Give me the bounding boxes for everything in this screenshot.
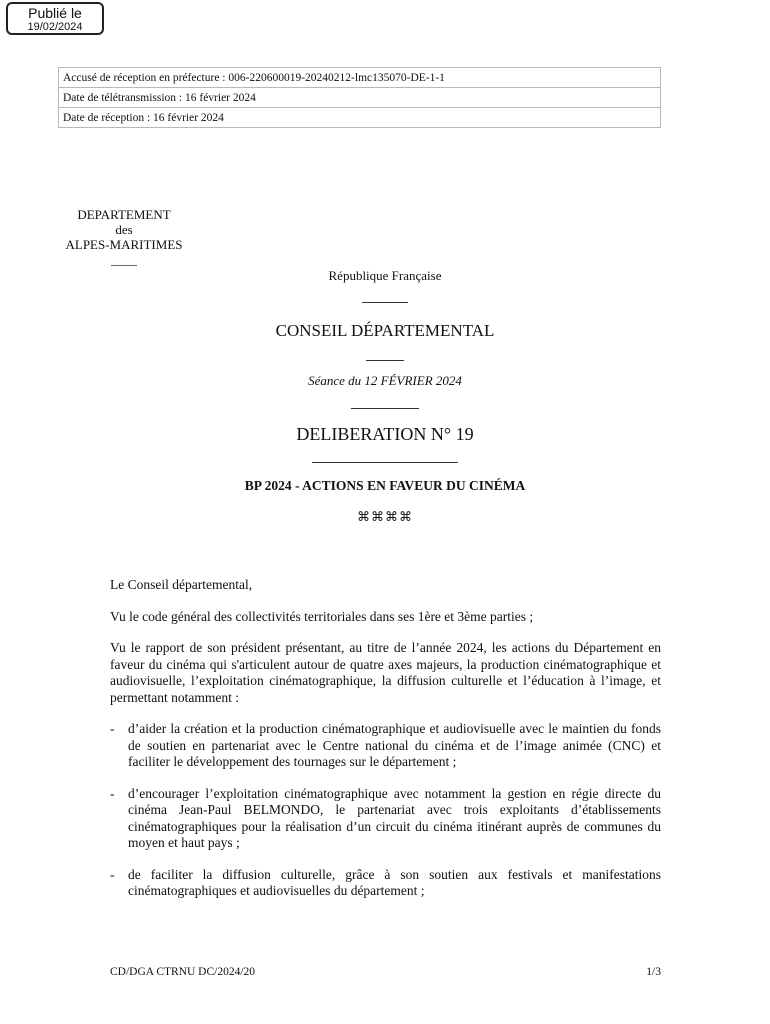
council-title: CONSEIL DÉPARTEMENTAL (275, 321, 495, 340)
bullet-dash: - (110, 866, 115, 882)
department-line3: ALPES-MARITIMES (65, 237, 183, 252)
publication-stamp (6, 2, 104, 35)
footer-reference: CD/DGA CTRNU DC/2024/20 (110, 966, 256, 978)
deliberation-subject: BP 2024 - ACTIONS EN FAVEUR DU CINÉMA (244, 478, 526, 493)
department-rule: ____ (111, 252, 137, 267)
list-item (110, 867, 661, 900)
republic-label: République Française (328, 268, 442, 283)
receipt-ack: Accusé de réception en préfecture : 006-220600019-20240212-lmc135070-DE-1-1 (59, 68, 661, 88)
divider (0, 396, 770, 414)
bullet-dash: - (110, 721, 115, 736)
table-row (59, 108, 661, 128)
department-line1: DEPARTEMENT (77, 207, 171, 222)
list-item-text: d’encourager l’exploitation cinématographique avec notamment la gestion en régie directe du cinéma Jean-Paul BELMONDO, le partenariat avec trois exploitants d’établissements cinématographiques pour la réalisation d’un circuit du cinéma itinérant auprès de communes du moyen et haut pays ; (128, 785, 661, 850)
vu-paragraph-2: Vu le rapport de son président présentant, au titre de l’année 2024, les actions du Département en faveur du cinéma qui s'articulent autour de quatre axes majeurs, la production cinématographique et audiovisuelle, l’exploitation cinématographique, la diffusion culturelle et l’éducation à l’image, et permettant notamment : (110, 640, 661, 705)
vu-paragraph-1: Vu le code général des collectivités territoriales dans ses 1ère et 3ème parties ; (110, 608, 534, 624)
receipt-transmission-date: Date de télétransmission : 16 février 2024 (59, 88, 661, 108)
table-row (59, 68, 661, 88)
stamp-label: Publié le (28, 5, 82, 21)
list-item (110, 786, 661, 852)
intro-paragraph: Le Conseil départemental, (110, 577, 253, 592)
list-item (110, 721, 661, 771)
list-item-text: de faciliter la diffusion culturelle, grâce à son soutien aux festivals et manifestations cinématographiques et audiovisuelles du département ; (128, 866, 661, 898)
list-item-text: d’aider la création et la production cinématographique et audiovisuelle avec le maintien du fonds de soutien en partenariat avec le Centre national du cinéma et de l’image animée (CNC) et faciliter le développement des tournages sur le département ; (128, 721, 661, 769)
divider (0, 290, 770, 308)
stamp-date: 19/02/2024 (27, 21, 83, 33)
page-number: 1/3 (646, 966, 661, 978)
receipt-reception-date: Date de réception : 16 février 2024 (59, 108, 661, 128)
department-line2: des (115, 222, 133, 237)
separator-symbols: ⌘⌘⌘⌘ (357, 510, 413, 525)
deliberation-number: DELIBERATION N° 19 (296, 424, 474, 444)
table-row (59, 88, 661, 108)
receipt-table (58, 67, 661, 128)
action-list (110, 721, 661, 900)
department-block (54, 207, 194, 267)
session-date: Séance du 12 FÉVRIER 2024 (308, 373, 462, 388)
divider (0, 450, 770, 468)
document-body (110, 577, 661, 915)
divider (0, 348, 770, 366)
bullet-dash: - (110, 785, 115, 801)
